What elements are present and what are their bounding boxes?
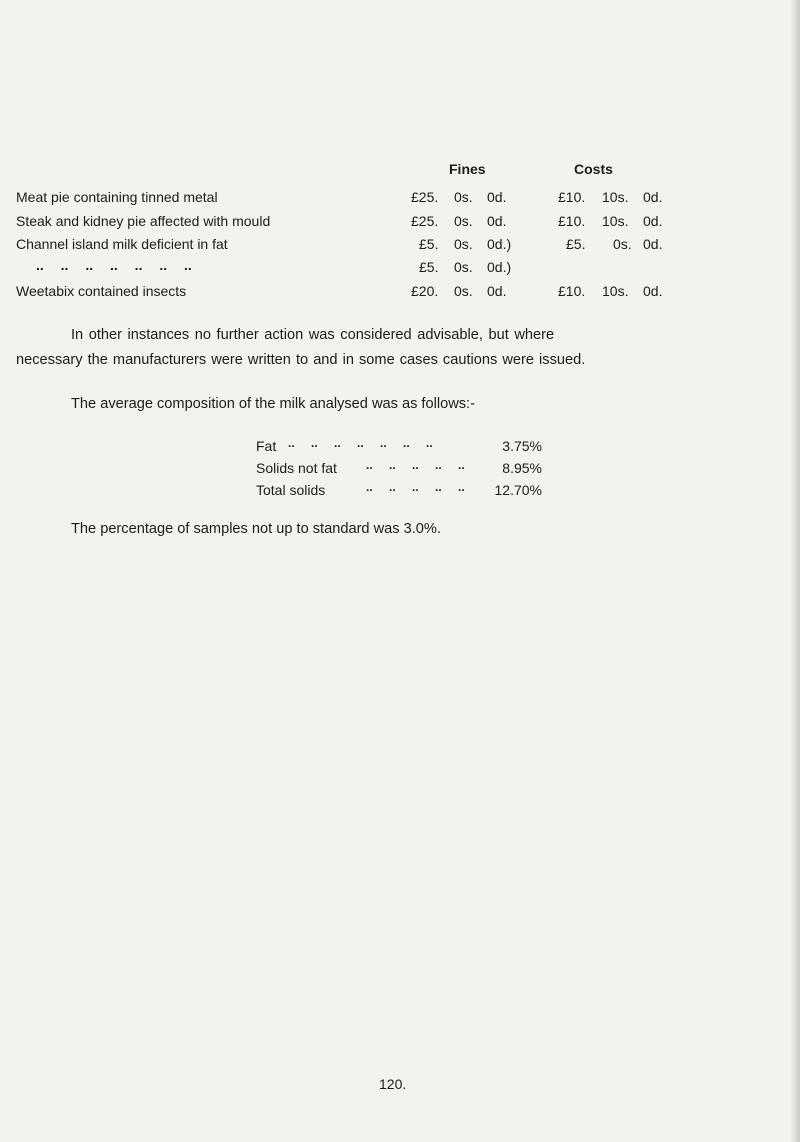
fine-shillings: 0s. bbox=[454, 213, 473, 229]
fines-header: Fines bbox=[449, 161, 486, 177]
cost-pounds: £5. bbox=[566, 236, 586, 252]
page-number: 120. bbox=[379, 1076, 407, 1092]
fine-pence: 0d. bbox=[487, 189, 507, 205]
percentage-note: The percentage of samples not up to standard was 3.0%. bbox=[71, 521, 441, 537]
composition-value: 12.70% bbox=[494, 482, 542, 498]
fine-shillings: 0s. bbox=[454, 236, 473, 252]
fine-pounds: £25. bbox=[411, 189, 439, 205]
leader-dots: .. .. .. .. .. bbox=[366, 480, 465, 494]
row-description: Meat pie containing tinned metal bbox=[16, 189, 218, 205]
leader-dots: .. .. .. .. .. bbox=[366, 458, 465, 472]
fine-pounds: £25. bbox=[411, 213, 439, 229]
cost-pence: 0d. bbox=[643, 236, 663, 252]
ditto-dots: .. .. .. .. .. .. .. bbox=[36, 257, 192, 273]
costs-header: Costs bbox=[574, 161, 613, 177]
further-action-line-2: necessary the manufacturers were written to and in some cases cautions were issued. bbox=[16, 352, 586, 368]
cost-shillings: 10s. bbox=[602, 283, 629, 299]
fine-shillings: 0s. bbox=[454, 189, 473, 205]
row-description: Channel island milk deficient in fat bbox=[16, 236, 228, 252]
fine-pence: 0d. bbox=[487, 283, 507, 299]
cost-shillings: 0s. bbox=[613, 236, 632, 252]
composition-value: 3.75% bbox=[502, 438, 542, 454]
composition-value: 8.95% bbox=[502, 460, 542, 476]
composition-label: Solids not fat bbox=[256, 460, 337, 476]
fine-pence: 0d. bbox=[487, 213, 507, 229]
further-action-line-1: In other instances no further action was considered advisable, but where bbox=[71, 327, 555, 343]
fine-shillings: 0s. bbox=[454, 259, 473, 275]
row-description: Steak and kidney pie affected with mould bbox=[16, 213, 271, 229]
composition-label: Fat bbox=[256, 438, 277, 454]
fine-pence: 0d.) bbox=[487, 259, 512, 275]
leader-dots: .. .. .. .. .. .. .. bbox=[288, 436, 433, 450]
cost-shillings: 10s. bbox=[602, 213, 629, 229]
fine-pence: 0d.) bbox=[487, 236, 512, 252]
fine-pounds: £5. bbox=[419, 259, 439, 275]
fine-pounds: £5. bbox=[419, 236, 439, 252]
composition-label: Total solids bbox=[256, 482, 326, 498]
cost-pounds: £10. bbox=[558, 213, 586, 229]
fine-shillings: 0s. bbox=[454, 283, 473, 299]
cost-pounds: £10. bbox=[558, 283, 586, 299]
composition-intro: The average composition of the milk analysed was as follows:- bbox=[71, 396, 475, 412]
cost-pence: 0d. bbox=[643, 213, 663, 229]
cost-pence: 0d. bbox=[643, 189, 663, 205]
cost-pence: 0d. bbox=[643, 283, 663, 299]
cost-shillings: 10s. bbox=[602, 189, 629, 205]
row-description: Weetabix contained insects bbox=[16, 283, 187, 299]
cost-pounds: £10. bbox=[558, 189, 586, 205]
fine-pounds: £20. bbox=[411, 283, 439, 299]
page-edge-shadow bbox=[790, 0, 800, 1142]
